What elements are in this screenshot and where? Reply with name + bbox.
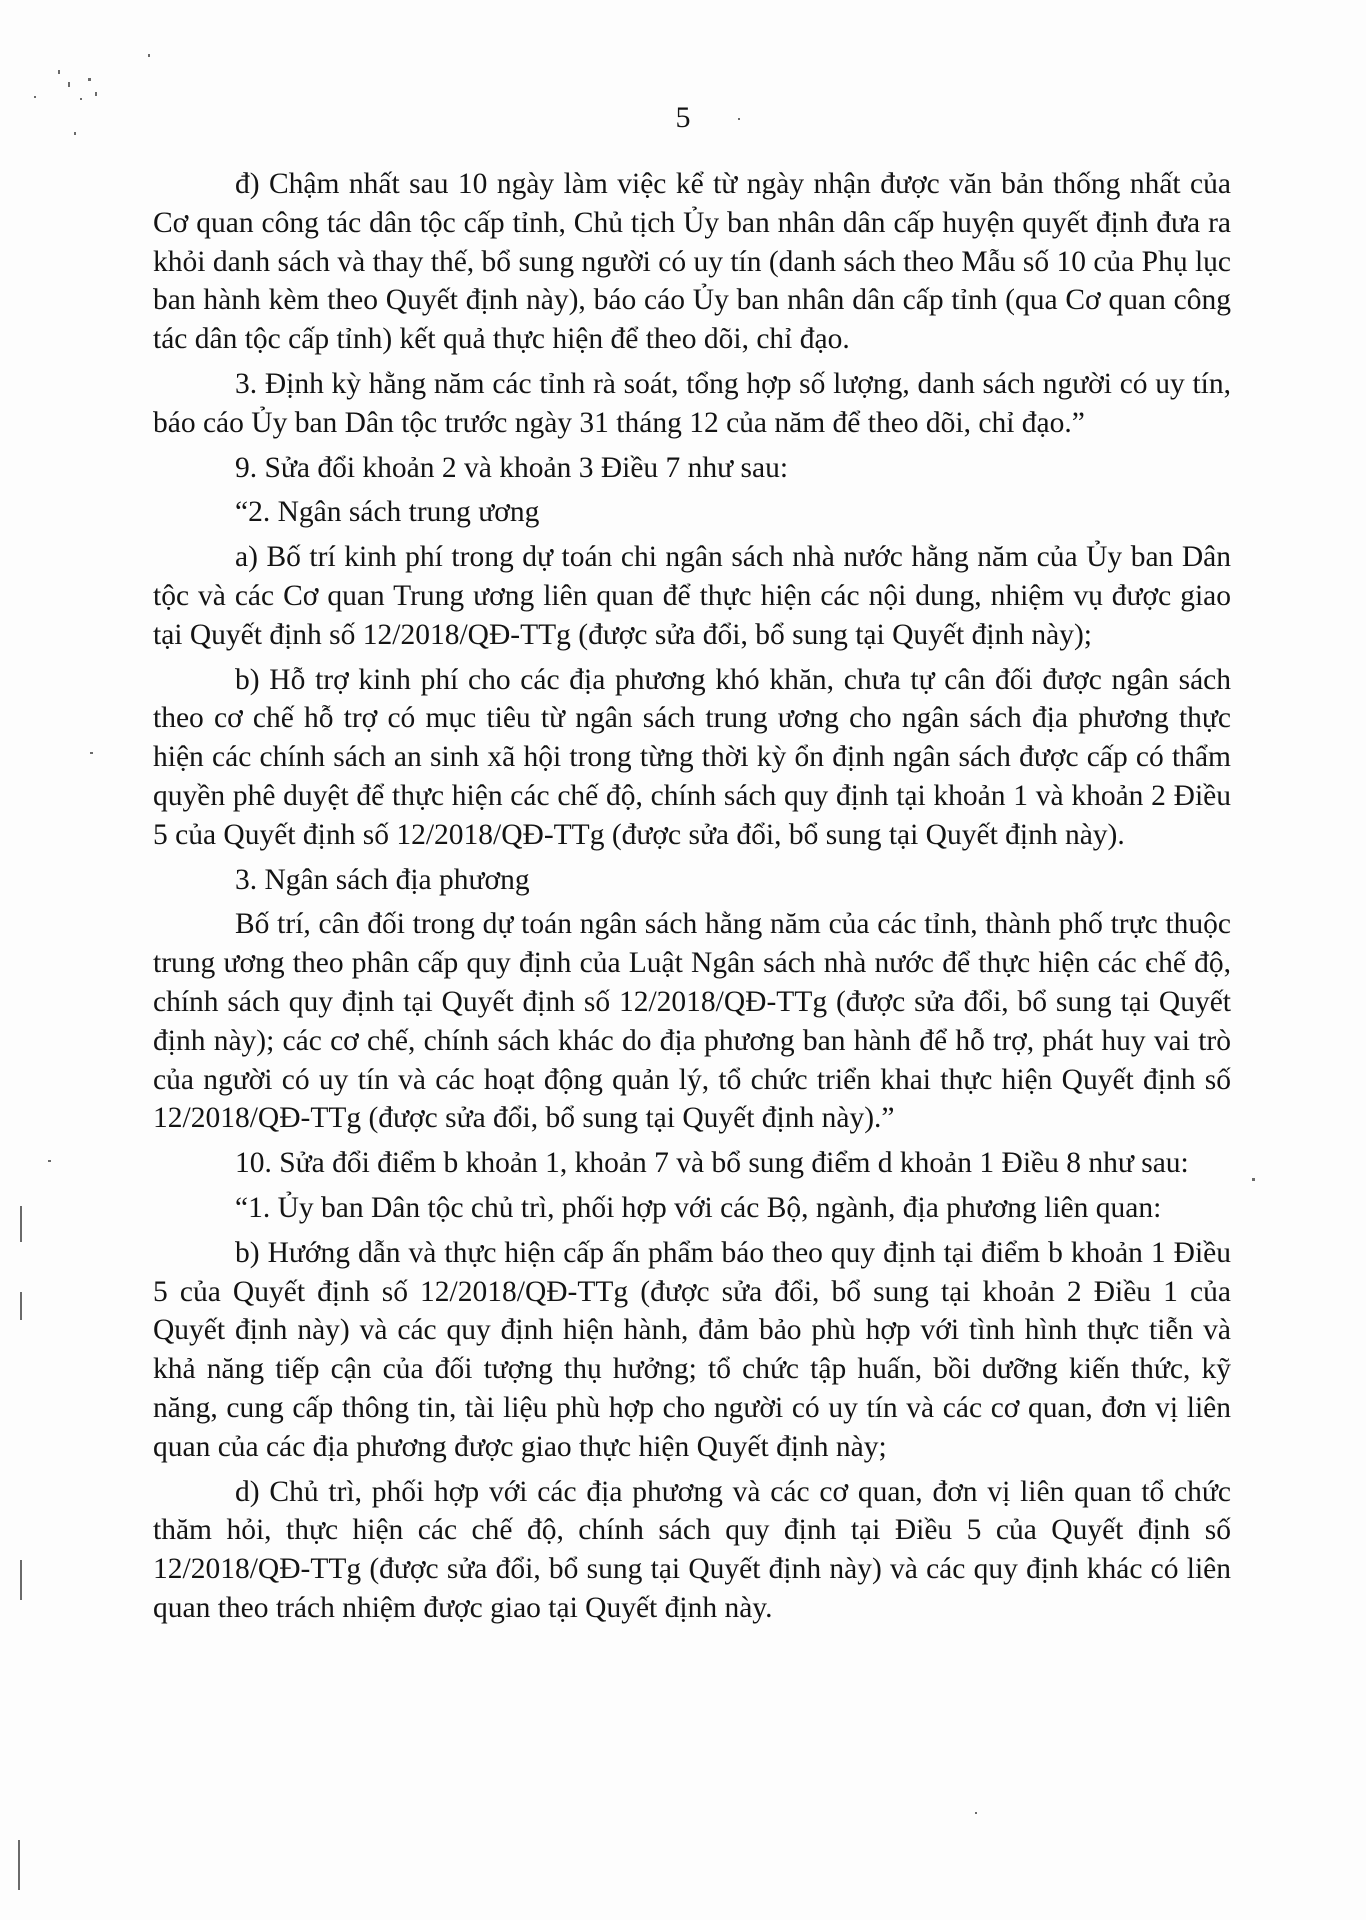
paragraph-2: 3. Định kỳ hằng năm các tỉnh rà soát, tổng hợp số lượng, danh sách người có uy tín, báo cáo Ủy ban Dân tộc trước ngày 31 tháng 12 của năm để theo dõi, chỉ đạo.” [153, 367, 1231, 439]
paragraph-6: b) Hỗ trợ kinh phí cho các địa phương khó khăn, chưa tự cân đối được ngân sách theo cơ chế hỗ trợ có mục tiêu từ ngân sách trung ương cho ngân sách địa phương thực hiện các chính sách an sinh xã hội trong từng thời kỳ ổn định ngân sách được cấp có thẩm quyền phê duyệt để thực hiện các chế độ, chính sách quy định tại khoản 1 và khoản 2 Điều 5 của Quyết định số 12/2018/QĐ-TTg (được sửa đổi, bổ sung tại Quyết định này). [153, 663, 1231, 851]
scan-speck [20, 1292, 22, 1320]
paragraph-4: “2. Ngân sách trung ương [235, 496, 540, 529]
scan-speck [95, 92, 97, 96]
scan-speck [20, 1560, 22, 1600]
scan-speck [975, 1812, 977, 1814]
paragraph-11: b) Hướng dẫn và thực hiện cấp ấn phẩm báo theo quy định tại điểm b khoản 1 Điều 5 của Quyết định số 12/2018/QĐ-TTg (được sửa đổi, bổ sung tại khoản 2 Điều 1 của Quyết định này) và các quy định hiện hành, đảm bảo phù hợp với tình hình thực tiễn và khả năng tiếp cận của đối tượng thụ hưởng; tổ chức tập huấn, bồi dưỡng kiến thức, kỹ năng, cung cấp thông tin, tài liệu phù hợp cho người có uy tín và các cơ quan, đơn vị liên quan của các địa phương được giao thực hiện Quyết định này; [153, 1236, 1231, 1463]
paragraph-3: 9. Sửa đổi khoản 2 và khoản 3 Điều 7 như sau: [235, 451, 789, 484]
scan-speck [68, 82, 70, 87]
paragraph-12: d) Chủ trì, phối hợp với các địa phương và các cơ quan, đơn vị liên quan tổ chức thăm hỏi, thực hiện các chế độ, chính sách quy định tại Điều 5 của Quyết định số 12/2018/QĐ-TTg (được sửa đổi, bổ sung tại Quyết định này) và các quy định khác có liên quan theo trách nhiệm được giao tại Quyết định này. [153, 1475, 1231, 1624]
scan-speck [20, 1206, 22, 1242]
scan-speck [48, 1160, 51, 1162]
scan-speck [1252, 1178, 1255, 1181]
paragraph-8: Bố trí, cân đối trong dự toán ngân sách hằng năm của các tỉnh, thành phố trực thuộc trung ương theo phân cấp quy định của Luật Ngân sách nhà nước để thực hiện các chế độ, chính sách quy định tại Quyết định số 12/2018/QĐ-TTg (được sửa đổi, bổ sung tại Quyết định này); các cơ chế, chính sách khác do địa phương ban hành để hỗ trợ, phát huy vai trò của người có uy tín và các hoạt động quản lý, tổ chức triển khai thực hiện Quyết định số 12/2018/QĐ-TTg (được sửa đổi, bổ sung tại Quyết định này).” [153, 908, 1231, 1135]
scan-speck [90, 752, 93, 754]
paragraph-7: 3. Ngân sách địa phương [235, 863, 530, 896]
paragraph-9: 10. Sửa đổi điểm b khoản 1, khoản 7 và bổ sung điểm d khoản 1 Điều 8 như sau: [235, 1147, 1189, 1180]
scan-speck [18, 1840, 20, 1890]
paragraph-5: a) Bố trí kinh phí trong dự toán chi ngân sách nhà nước hằng năm của Ủy ban Dân tộc và các Cơ quan Trung ương liên quan để thực hiện các nội dung, nhiệm vụ được giao tại Quyết định số 12/2018/QĐ-TTg (được sửa đổi, bổ sung tại Quyết định này); [153, 541, 1231, 651]
paragraph-1: đ) Chậm nhất sau 10 ngày làm việc kể từ ngày nhận được văn bản thống nhất của Cơ quan công tác dân tộc cấp tỉnh, Chủ tịch Ủy ban nhân dân cấp huyện quyết định đưa ra khỏi danh sách và thay thế, bổ sung người có uy tín (danh sách theo Mẫu số 10 của Phụ lục ban hành kèm theo Quyết định này), báo cáo Ủy ban nhân dân cấp tỉnh (qua Cơ quan công tác dân tộc cấp tỉnh) kết quả thực hiện để theo dõi, chỉ đạo. [153, 168, 1231, 356]
scan-speck [88, 78, 91, 81]
paragraph-10: “1. Ủy ban Dân tộc chủ trì, phối hợp với các Bộ, ngành, địa phương liên quan: [235, 1191, 1162, 1224]
page-number: 5 [675, 101, 691, 134]
document-body [153, 165, 1231, 1628]
scan-speck [148, 54, 150, 57]
scan-speck [58, 70, 60, 74]
